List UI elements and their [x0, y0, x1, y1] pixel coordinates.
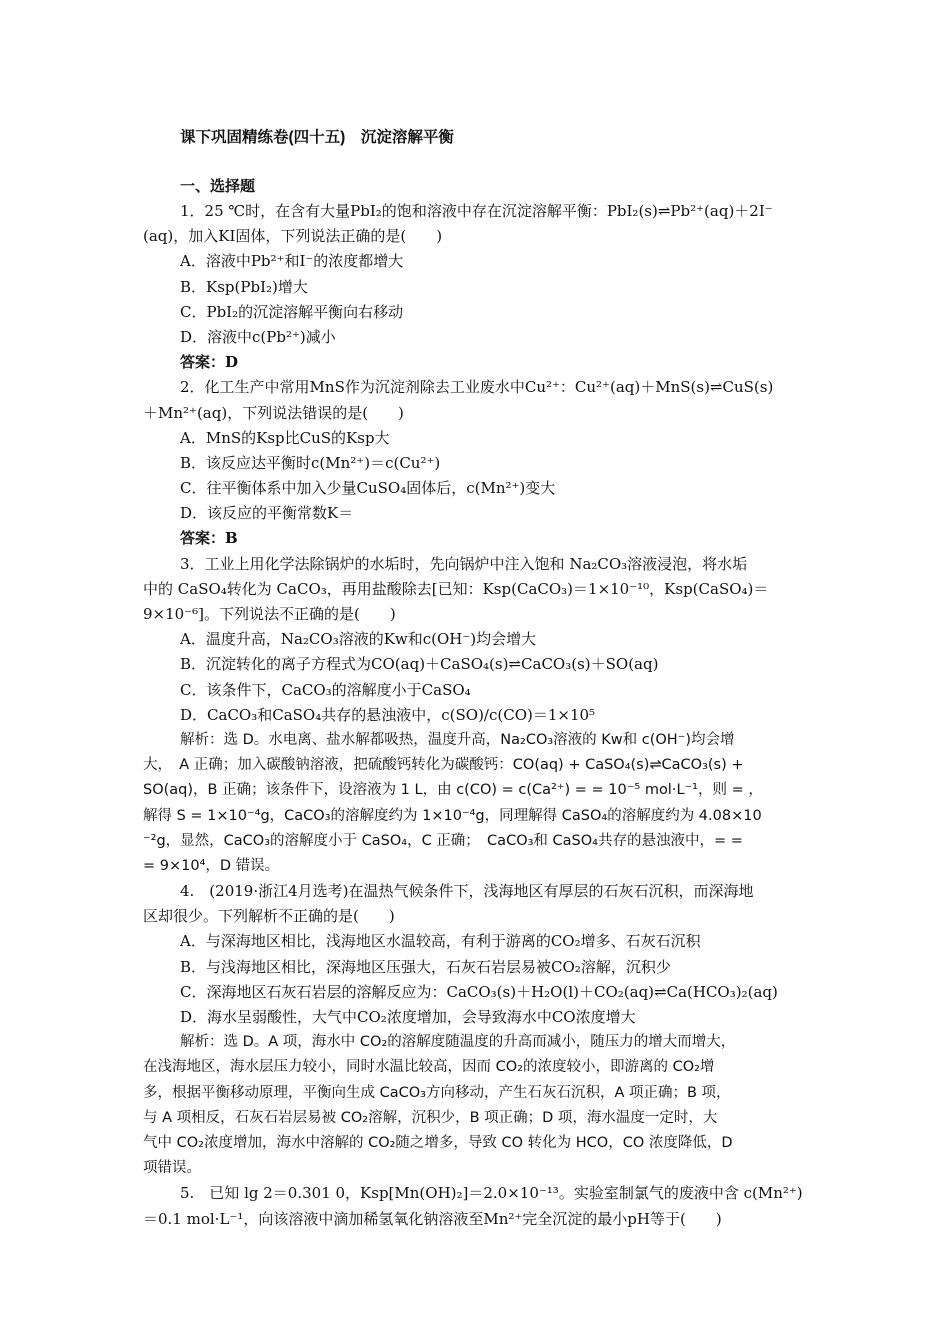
text-line: A．溶液中Pb²⁺和I⁻的浓度都增大: [180, 252, 404, 271]
text-line: B．Ksp(PbI₂)增大: [180, 277, 308, 296]
text-line: 多，根据平衡移动原理，平衡向生成 CaCO₃方向移动，产生石灰石沉积，A 项正确；B 项，: [143, 1084, 731, 1101]
text-line: D．海水呈弱酸性，大气中CO₂浓度增加，会导致海水中CO浓度增大: [180, 1008, 636, 1026]
text-line: 气中 CO₂浓度增加，海水中溶解的 CO₂随之增多，导致 CO 转化为 HCO，CO 浓度降低，D: [143, 1134, 733, 1151]
text-line: 项错误。: [143, 1160, 201, 1177]
text-line: B．该反应达平衡时c(Mn²⁺)＝c(Cu²⁺): [180, 453, 441, 472]
text-line: 大， A 正确；加入碳酸钠溶液，把硫酸钙转化为碳酸钙：CO(aq) + CaSO₄(s)⇌CaCO₃(s) +: [143, 757, 744, 774]
text-line: C．该条件下，CaCO₃的溶解度小于CaSO₄: [180, 680, 471, 699]
page-title: 课下巩固精练卷(四十五) 沉淀溶解平衡: [180, 129, 454, 146]
text-line: ⁻²g，显然，CaCO₃的溶解度小于 CaSO₄，C 正确； CaCO₃和 CaSO₄共存的悬浊液中，= =: [143, 832, 743, 849]
text-line: A．温度升高，Na₂CO₃溶液的Kw和c(OH⁻)均会增大: [180, 630, 537, 649]
document-page: [143, 124, 810, 1232]
text-line: D．该反应的平衡常数K＝: [180, 504, 354, 523]
text-line: C．深海地区石灰石岩层的溶解反应为：CaCO₃(s)＋H₂O(l)＋CO₂(aq)⇌Ca(HCO₃)₂(aq): [180, 982, 778, 1001]
answer-line: 答案：D: [180, 353, 239, 372]
text-line: B．与浅海地区相比，深海地区压强大，石灰石岩层易被CO₂溶解，沉积少: [180, 957, 671, 976]
text-line: 4. (2019·浙江4月选考)在温热气候条件下，浅海地区有厚层的石灰石沉积，而深海地: [180, 882, 754, 901]
text-line: 解析：选 D。A 项，海水中 CO₂的溶解度随温度的升高而减小，随压力的增大而增大，: [180, 1034, 736, 1051]
text-line: A．MnS的Ksp比CuS的Ksp大: [180, 428, 390, 447]
section-heading: 一、选择题: [180, 178, 256, 195]
text-line: 与 A 项相反，石灰石岩层易被 CO₂溶解，沉积少，B 项正确；D 项，海水温度一定时，大: [143, 1109, 718, 1126]
text-line: 5. 已知 lg 2＝0.301 0，Ksp[Mn(OH)₂]＝2.0×10⁻¹³。实验室制氯气的废液中含 c(Mn²⁺): [180, 1184, 803, 1203]
text-line: ＋Mn²⁺(aq)，下列说法错误的是( ): [143, 403, 404, 422]
text-line: 9×10⁻⁶]。下列说法不正确的是( ): [143, 605, 396, 623]
text-line: 中的 CaSO₄转化为 CaCO₃，再用盐酸除去[已知：Ksp(CaCO₃)＝1×10⁻¹⁰，Ksp(CaSO₄)＝: [143, 579, 769, 598]
text-line: C．往平衡体系中加入少量CuSO₄固体后，c(Mn²⁺)变大: [180, 479, 556, 498]
text-line: ＝0.1 mol·L⁻¹，向该溶液中滴加稀氢氧化钠溶液至Mn²⁺完全沉淀的最小pH等于( ): [143, 1209, 722, 1228]
text-line: A．与深海地区相比，浅海地区水温较高，有利于游离的CO₂增多、石灰石沉积: [180, 932, 701, 951]
text-line: D．溶液中c(Pb²⁺)减小: [180, 327, 336, 346]
text-line: C．PbI₂的沉淀溶解平衡向右移动: [180, 302, 404, 321]
text-line: SO(aq)，B 正确；该条件下，设溶液为 1 L，由 c(CO) = c(Ca²⁺) = = 10⁻⁵ mol·L⁻¹，则 = ，: [143, 782, 763, 799]
document-body: [143, 199, 810, 1232]
answer-line: 答案：B: [180, 529, 238, 548]
text-line: 区却很少。下列解析不正确的是( ): [143, 907, 395, 926]
text-line: B．沉淀转化的离子方程式为CO(aq)＋CaSO₄(s)⇌CaCO₃(s)＋SO(aq): [180, 655, 659, 674]
text-line: (aq)，加入KI固体，下列说法正确的是( ): [143, 227, 443, 246]
text-line: 解析：选 D。水电离、盐水解都吸热，温度升高，Na₂CO₃溶液的 Kw和 c(OH⁻)均会增: [180, 731, 735, 748]
text-line: = 9×10⁴，D 错误。: [143, 857, 280, 874]
text-line: 在浅海地区，海水层压力较小，同时水温比较高，因而 CO₂的浓度较小，即游离的 CO₂增: [143, 1059, 715, 1076]
text-line: D．CaCO₃和CaSO₄共存的悬浊液中，c(SO)/c(CO)＝1×10⁵: [180, 705, 596, 724]
text-line: 2．化工生产中常用MnS作为沉淀剂除去工业废水中Cu²⁺：Cu²⁺(aq)＋MnS(s)⇌CuS(s): [180, 378, 774, 397]
text-line: 1．25 ℃时，在含有大量PbI₂的饱和溶液中存在沉淀溶解平衡：PbI₂(s)⇌Pb²⁺(aq)＋2I⁻: [180, 202, 773, 220]
text-line: 解得 S = 1×10⁻⁴g，CaCO₃的溶解度约为 1×10⁻⁴g，同理解得 CaSO₄的溶解度约为 4.08×10: [143, 807, 762, 824]
text-line: 3．工业上用化学法除锅炉的水垢时，先向锅炉中注入饱和 Na₂CO₃溶液浸泡，将水垢: [180, 554, 748, 573]
